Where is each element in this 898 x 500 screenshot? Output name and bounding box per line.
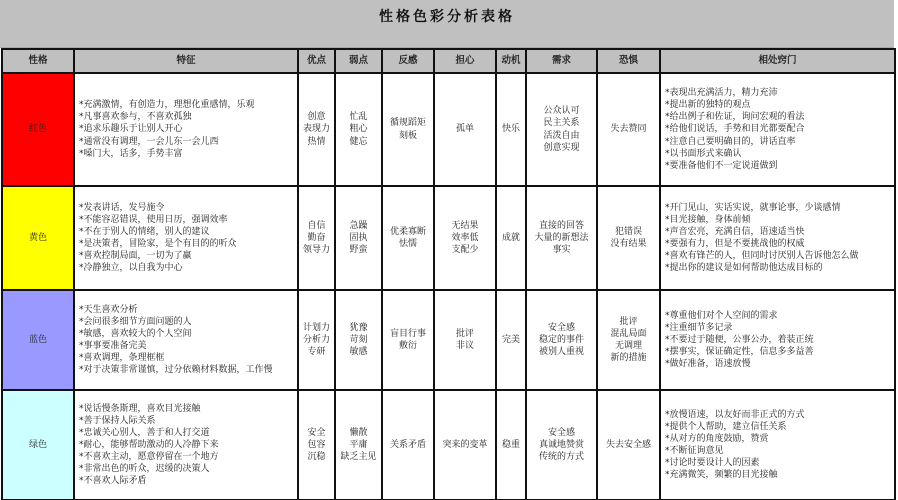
page-title: 性格色彩分析表格 [379, 9, 515, 25]
tips-line: *不要过于随便，公事公办，着装正统 [665, 334, 814, 345]
fears-cell [597, 186, 660, 290]
fears-line: 没有结果 [610, 239, 647, 249]
persona-label: 绿色 [28, 439, 47, 450]
needs-line: 活泼自由 [543, 130, 580, 141]
traits-line: *发表讲话，发号施令 [79, 202, 165, 213]
dislikes-line: 敷衍 [398, 341, 417, 351]
motive-line: 成就 [501, 232, 520, 243]
header-row [2, 49, 895, 73]
tips-line: *给他们说话，手势和目光都要配合 [665, 124, 805, 135]
motive-line: 完美 [501, 334, 520, 345]
weaknesses-line: 懒散 [349, 427, 368, 438]
weaknesses-line: 苛刻 [349, 334, 368, 345]
traits-line: *喜欢控制局面，一切为了赢 [79, 251, 192, 262]
dislikes-cell [382, 186, 434, 290]
strengths-line: 表现力 [302, 124, 330, 135]
header-persona: 性格 [2, 49, 74, 73]
worries-line: 孤单 [455, 124, 474, 135]
fears-line: 新的措施 [610, 353, 647, 364]
needs-line: 真诚地赞赏 [538, 439, 584, 450]
traits-line: *善于保持人际关系 [79, 415, 156, 426]
strengths-cell [298, 73, 335, 186]
strengths-line: 勤奋 [307, 232, 326, 243]
needs-line: 事实 [552, 245, 571, 256]
tips-line: *尊重他们对个人空间的需求 [665, 310, 778, 321]
table-row [2, 390, 895, 500]
worries-line: 效率低 [451, 232, 479, 243]
tips-line: *以书面形式来确认 [665, 148, 742, 159]
dislikes-cell [382, 73, 434, 186]
tips-line: *注意自己要明确目的，讲话直率 [665, 136, 796, 147]
fears-line: 混乱局面 [610, 328, 647, 339]
fears-line: 失去赞同 [610, 124, 647, 135]
traits-line: *冷静独立，以自我为中心 [79, 263, 183, 274]
header-fears: 恐惧 [597, 49, 660, 73]
table-row [2, 290, 895, 390]
fears-line: 批评 [619, 316, 638, 327]
strengths-line: 创意 [307, 112, 326, 123]
strengths-line: 分析力 [302, 334, 330, 345]
motive-cell [496, 290, 526, 390]
persona-cell [2, 390, 74, 500]
persona-cell [2, 186, 74, 290]
needs-line: 公众认可 [543, 106, 580, 117]
worries-line: 支配少 [451, 245, 479, 256]
traits-line: *忠诚关心别人，善于和人打交道 [79, 427, 210, 438]
traits-line: *对于决策非常谨慎，过分依赖材料数据，工作慢 [79, 365, 273, 376]
dislikes-line: 关系矛盾 [389, 439, 426, 450]
strengths-cell [298, 186, 335, 290]
header-tips: 相处窍门 [660, 49, 895, 73]
tips-line: *提供个人帮助，建立信任关系 [665, 421, 787, 432]
weaknesses-cell [335, 73, 382, 186]
traits-line: *事事要准备完美 [79, 341, 147, 351]
tips-line: *要准备他们不一定说道做到 [665, 160, 778, 171]
header-needs: 需求 [526, 49, 597, 73]
table-row [2, 186, 895, 290]
needs-line: 安全感 [547, 427, 575, 438]
fears-line: 无调理 [614, 341, 642, 351]
tips-line: *表现出充满活力，精力充沛 [665, 88, 778, 98]
strengths-line: 计划力 [302, 322, 330, 333]
strengths-line: 领导力 [302, 245, 330, 256]
motive-line: 稳重 [501, 439, 520, 450]
tips-line: *注重细节多记录 [665, 322, 733, 333]
traits-line: *通常没有调理，一会儿东一会儿西 [79, 136, 219, 147]
worries-line: 突来的变革 [442, 439, 488, 450]
weaknesses-line: 缺乏主见 [340, 452, 377, 463]
traits-line: *追求乐趣乐于让别人开心 [79, 124, 183, 135]
traits-line: *凡事喜欢参与，不喜欢孤独 [79, 112, 192, 123]
header-strengths: 优点 [298, 49, 335, 73]
tips-line: *要强有力，但是不要挑战他的权威 [665, 239, 805, 249]
needs-line: 传统的方式 [538, 452, 584, 463]
persona-cell [2, 73, 74, 186]
worries-cell [434, 73, 496, 186]
weaknesses-line: 急躁 [349, 220, 368, 231]
header-motive: 动机 [496, 49, 526, 73]
fears-cell [597, 390, 660, 500]
tips-line: *声音宏亮，充满自信，语速适当快 [665, 226, 805, 237]
traits-line: *是决策者，冒险家，是个有目的的听众 [79, 239, 237, 249]
personality-color-table [1, 48, 896, 500]
needs-line: 被别人重视 [538, 347, 584, 358]
header-dislikes: 反感 [382, 49, 434, 73]
traits-line: *天生喜欢分析 [79, 304, 138, 315]
strengths-line: 包容 [307, 439, 326, 450]
traits-line: *不能容忍错误，使用日历，强调效率 [79, 214, 228, 225]
persona-label: 黄色 [28, 232, 47, 243]
traits-line: *耐心，能够帮助激动的人冷静下来 [79, 439, 219, 450]
weaknesses-cell [335, 186, 382, 290]
worries-cell [434, 186, 496, 290]
tips-line: *提出你的建议是如何帮助他达成目标的 [665, 263, 823, 274]
motive-cell [496, 73, 526, 186]
tips-cell [660, 390, 895, 500]
traits-cell [74, 73, 298, 186]
traits-line: *非常出色的听众，迟缓的决策人 [79, 464, 210, 475]
tips-cell [660, 73, 895, 186]
traits-line: *会问很多细节方面问题的人 [79, 316, 192, 327]
traits-cell [74, 290, 298, 390]
motive-cell [496, 186, 526, 290]
worries-line: 批评 [455, 328, 474, 339]
strengths-line: 专研 [307, 347, 326, 358]
dislikes-line: 盲目行事 [389, 328, 426, 339]
traits-line: *喜欢调理，条理框框 [79, 353, 165, 364]
strengths-line: 安全 [307, 427, 326, 438]
worries-cell [434, 390, 496, 500]
needs-cell [526, 73, 597, 186]
worries-cell [434, 290, 496, 390]
header-weaknesses: 弱点 [335, 49, 382, 73]
dislikes-line: 刻板 [398, 130, 417, 141]
weaknesses-line: 忙乱 [349, 112, 368, 123]
persona-label: 红色 [28, 124, 47, 135]
worries-line: 非议 [455, 341, 474, 351]
tips-line: *从对方的角度鼓励，赞赏 [665, 433, 769, 444]
tips-line: *开门见山，实话实说，就事论事，少谈感情 [665, 202, 841, 213]
traits-cell [74, 390, 298, 500]
dislikes-line: 怯懦 [398, 239, 417, 249]
motive-line: 快乐 [501, 124, 520, 135]
tips-line: *喜欢有锋芒的人，但同时讨厌别人告诉他怎么做 [665, 251, 859, 262]
weaknesses-line: 犹豫 [349, 322, 368, 333]
header-traits: 特征 [74, 49, 298, 73]
strengths-line: 沉稳 [307, 452, 326, 463]
traits-line: *不喜欢主动，愿意停留在一个地方 [79, 452, 219, 463]
header-worries: 担心 [434, 49, 496, 73]
dislikes-line: 优柔寡断 [389, 226, 426, 237]
dislikes-line: 循规蹈矩 [389, 118, 426, 129]
traits-line: *充满激情，有创造力，理想化重感情，乐观 [79, 100, 255, 111]
traits-line: *嗓门大，话多，手势丰富 [79, 148, 183, 159]
needs-line: 创意实现 [543, 142, 580, 153]
needs-line: 稳定的事件 [538, 334, 584, 345]
dislikes-cell [382, 290, 434, 390]
needs-line: 大量的新想法 [534, 232, 589, 243]
tips-cell [660, 290, 895, 390]
fears-line: 犯错误 [614, 226, 642, 237]
title-band [0, 0, 894, 48]
strengths-cell [298, 390, 335, 500]
fears-line: 失去安全感 [605, 439, 651, 450]
tips-line: *讨论时要设计人的因素 [665, 458, 760, 469]
tips-line: *摆事实，保证确定性，信息多多益善 [665, 347, 814, 358]
worries-line: 无结果 [451, 220, 479, 231]
weaknesses-line: 平庸 [349, 439, 368, 450]
weaknesses-line: 固执 [349, 232, 368, 243]
traits-line: *说话慢条斯理，喜欢目光接触 [79, 403, 201, 414]
tips-line: *提出新的独特的观点 [665, 100, 751, 111]
tips-line: *放慢语速，以友好而非正式的方式 [665, 409, 805, 420]
weaknesses-cell [335, 390, 382, 500]
traits-line: *敏感，喜欢较大的个人空间 [79, 328, 192, 339]
tips-line: *不断征询意见 [665, 446, 724, 456]
motive-cell [496, 390, 526, 500]
strengths-line: 热情 [307, 136, 326, 147]
traits-cell [74, 186, 298, 290]
strengths-cell [298, 290, 335, 390]
needs-line: 民主关系 [543, 118, 580, 129]
fears-cell [597, 290, 660, 390]
weaknesses-line: 敏感 [349, 347, 368, 358]
needs-line: 直接的回答 [538, 220, 584, 231]
needs-cell [526, 290, 597, 390]
needs-cell [526, 390, 597, 500]
weaknesses-line: 野蛮 [349, 245, 368, 256]
strengths-line: 自信 [307, 220, 326, 231]
weaknesses-line: 健忘 [349, 136, 368, 147]
needs-cell [526, 186, 597, 290]
tips-cell [660, 186, 895, 290]
persona-cell [2, 290, 74, 390]
tips-line: *充满微笑，频繁的目光接触 [665, 470, 778, 481]
tips-line: *目光接触，身体前倾 [665, 214, 751, 225]
tips-line: *做好准备，语速放慢 [665, 359, 751, 370]
tips-line: *给出例子和佐证，询问宏观的看法 [665, 112, 805, 123]
table-row [2, 73, 895, 186]
dislikes-cell [382, 390, 434, 500]
persona-label: 蓝色 [28, 334, 47, 345]
traits-line: *不喜欢人际矛盾 [79, 476, 147, 487]
needs-line: 安全感 [547, 322, 575, 333]
weaknesses-cell [335, 290, 382, 390]
fears-cell [597, 73, 660, 186]
weaknesses-line: 粗心 [349, 124, 368, 135]
traits-line: *不在于别人的情绪，别人的建议 [79, 226, 210, 237]
